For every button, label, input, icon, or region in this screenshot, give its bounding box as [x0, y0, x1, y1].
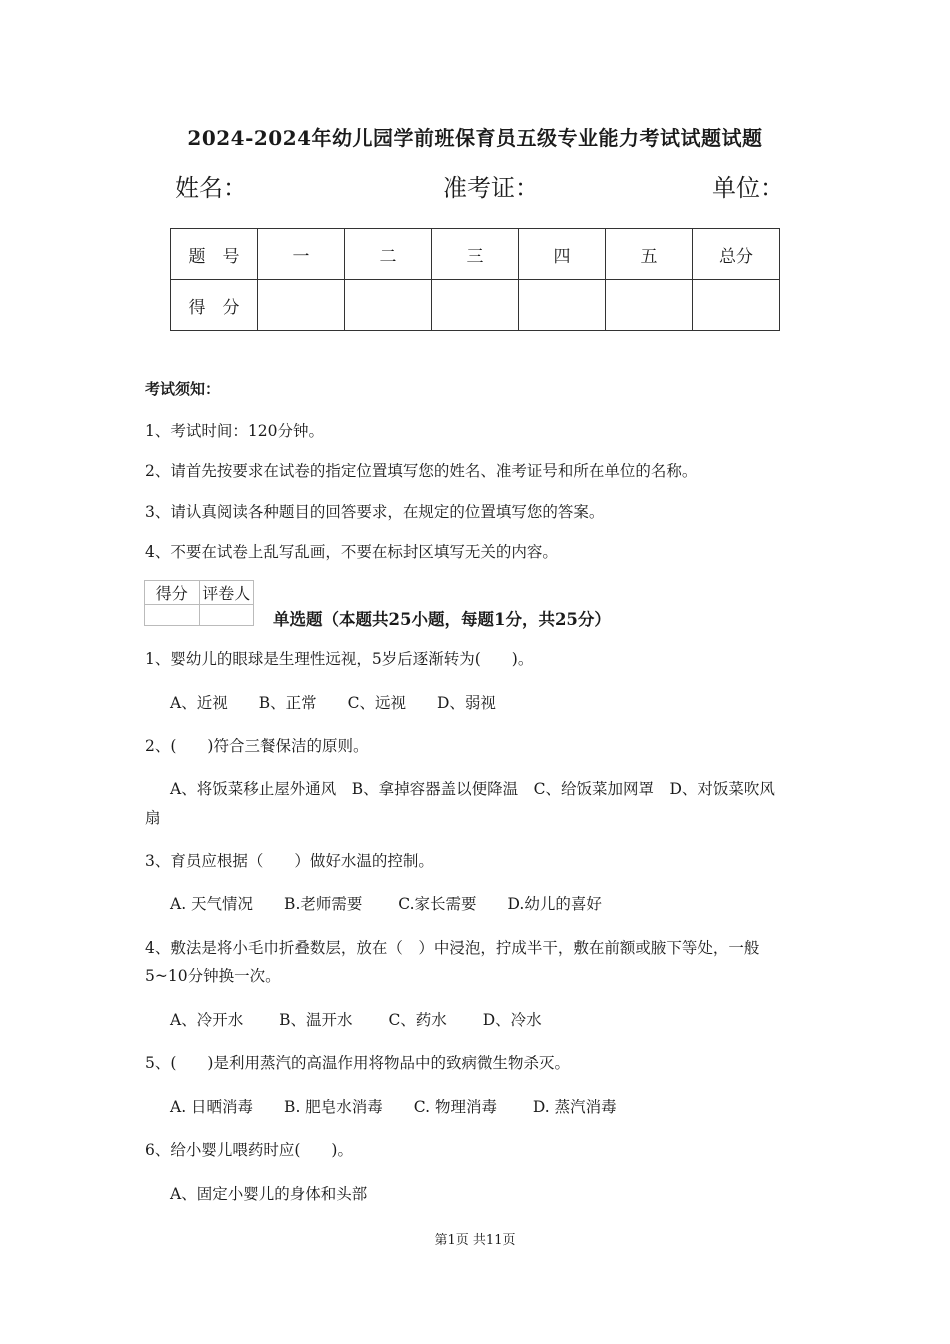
score-table-header-row [171, 229, 780, 280]
question-stem: 3、育员应根据（ ）做好水温的控制。 [145, 852, 434, 870]
score-table-score-row [171, 280, 780, 331]
question-options: A、冷开水 B、温开水 C、药水 D、冷水 [170, 1011, 542, 1029]
score-cell[interactable] [693, 280, 780, 331]
score-row-label: 得 分 [171, 280, 258, 331]
score-table-header-cell: 四 [519, 229, 606, 280]
question-options: A、固定小婴儿的身体和头部 [170, 1185, 368, 1203]
question-stem: 5、( )是利用蒸汽的高温作用将物品中的致病微生物杀灭。 [145, 1054, 570, 1072]
grader-name-cell[interactable] [199, 605, 254, 626]
score-cell[interactable] [432, 280, 519, 331]
score-cell[interactable] [519, 280, 606, 331]
score-table-header-cell: 二 [345, 229, 432, 280]
score-cell[interactable] [345, 280, 432, 331]
exam-title: 2024-2024年幼儿园学前班保育员五级专业能力考试试题试题 [187, 126, 763, 150]
notice-item: 2、请首先按要求在试卷的指定位置填写您的姓名、准考证号和所在单位的名称。 [145, 462, 698, 480]
section-title: 单选题（本题共25小题，每题1分，共25分） [273, 610, 611, 629]
question-options: A. 日晒消毒 B. 肥皂水消毒 C. 物理消毒 D. 蒸汽消毒 [170, 1098, 617, 1116]
notice-heading: 考试须知： [145, 380, 221, 398]
page-footer: 第1页 共11页 [434, 1233, 516, 1248]
question-options-continued: 扇 [145, 809, 161, 827]
question-stem: 4、敷法是将小毛巾折叠数层，放在（ ）中浸泡，拧成半干，敷在前额或腋下等处，一般 [145, 939, 760, 957]
score-table-header-cell: 题 号 [171, 229, 258, 280]
score-table [170, 228, 780, 331]
question-options: A、将饭菜移止屋外通风 B、拿掉容器盖以便降温 C、给饭菜加网罩 D、对饭菜吹风 [170, 780, 775, 798]
grader-box [144, 580, 254, 626]
score-table-header-cell: 总分 [693, 229, 780, 280]
question-stem: 1、婴幼儿的眼球是生理性远视，5岁后逐渐转为( )。 [145, 650, 534, 668]
notice-item: 1、考试时间：120分钟。 [145, 422, 324, 440]
notice-item: 4、不要在试卷上乱写乱画，不要在标封区填写无关的内容。 [145, 543, 558, 561]
grader-score-cell[interactable] [145, 605, 200, 626]
name-field-label: 姓名： [175, 174, 247, 202]
question-options: A、近视 B、正常 C、远视 D、弱视 [170, 694, 496, 712]
grader-score-label: 得分 [145, 581, 200, 605]
question-options: A. 天气情况 B.老师需要 C.家长需要 D.幼儿的喜好 [170, 895, 602, 913]
notice-item: 3、请认真阅读各种题目的回答要求，在规定的位置填写您的答案。 [145, 503, 605, 521]
question-stem: 2、( )符合三餐保洁的原则。 [145, 737, 369, 755]
score-table-header-cell: 一 [258, 229, 345, 280]
score-cell[interactable] [606, 280, 693, 331]
exam-id-field-label: 准考证： [443, 174, 539, 202]
unit-field-label: 单位： [712, 174, 784, 202]
question-stem: 6、给小婴儿喂药时应( )。 [145, 1141, 353, 1159]
question-stem-continued: 5~10分钟换一次。 [145, 967, 281, 985]
grader-name-label: 评卷人 [199, 581, 254, 605]
score-table-header-cell: 三 [432, 229, 519, 280]
score-cell[interactable] [258, 280, 345, 331]
score-table-header-cell: 五 [606, 229, 693, 280]
